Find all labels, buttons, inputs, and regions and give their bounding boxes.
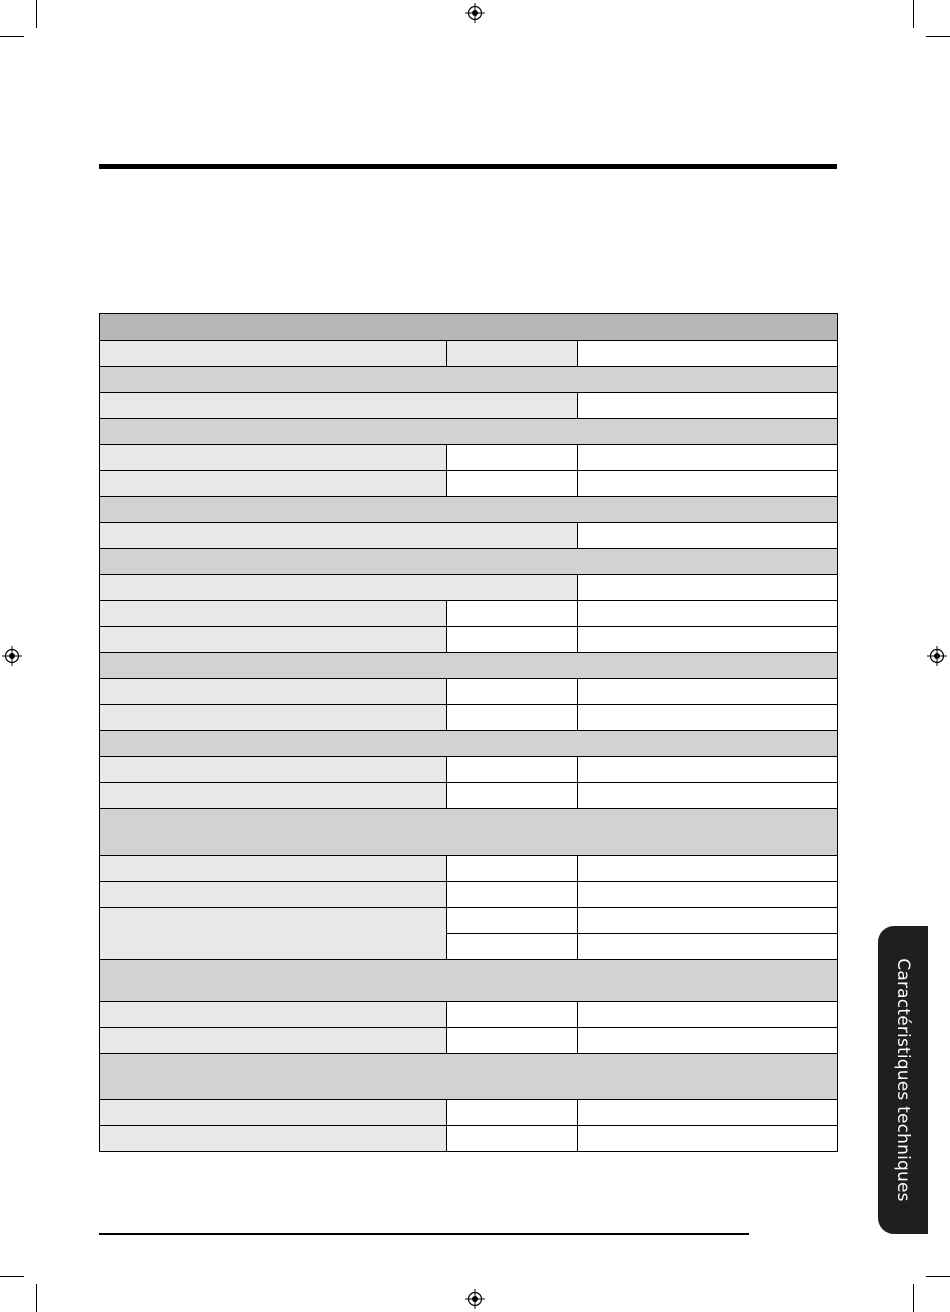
- table-cell: [578, 908, 838, 934]
- table-cell: [447, 627, 578, 653]
- table-cell: [447, 934, 578, 960]
- table-cell: [100, 960, 838, 1002]
- table-cell: [578, 934, 838, 960]
- table-cell: [447, 882, 578, 908]
- crop-mark-bottom-left-vertical: [36, 1284, 37, 1312]
- table-cell: [100, 341, 447, 367]
- table-cell: [100, 601, 447, 627]
- table-cell: [100, 1002, 447, 1028]
- table-cell: [578, 523, 838, 549]
- table-row: [100, 679, 838, 705]
- table-row-section-header: [100, 653, 838, 679]
- table-cell: [100, 809, 838, 856]
- table-row: [100, 783, 838, 809]
- table-cell: [100, 1100, 447, 1126]
- table-cell: [100, 783, 447, 809]
- table-row-section-header: [100, 809, 838, 856]
- table-cell: [100, 497, 838, 523]
- table-cell: [578, 1126, 838, 1152]
- table-cell: [447, 1002, 578, 1028]
- table-row: [100, 1126, 838, 1152]
- table-cell: [100, 1028, 447, 1054]
- crop-mark-top-right-horizontal: [926, 36, 950, 37]
- table-row: [100, 627, 838, 653]
- table-row-section-header: [100, 419, 838, 445]
- crop-mark-bottom-left-horizontal: [0, 1276, 24, 1277]
- table-cell: [100, 705, 447, 731]
- table-cell: [447, 705, 578, 731]
- registration-mark-icon: [927, 646, 947, 666]
- table-cell: [447, 1126, 578, 1152]
- table-cell: [100, 679, 447, 705]
- table-cell: [100, 393, 578, 419]
- chapter-side-tab-label: Caractéristiques techniques: [893, 958, 913, 1202]
- table-cell: [100, 757, 447, 783]
- table-row-section-header: [100, 1054, 838, 1100]
- table-row: [100, 705, 838, 731]
- section-heading-rule: [99, 164, 837, 169]
- table-cell: [578, 471, 838, 497]
- table-row: [100, 523, 838, 549]
- table-row: [100, 341, 838, 367]
- table-cell: [100, 908, 447, 960]
- table-cell: [447, 856, 578, 882]
- table-cell: [578, 882, 838, 908]
- table-row-main-header: [100, 314, 838, 341]
- table-cell: [447, 1028, 578, 1054]
- table-row: [100, 1002, 838, 1028]
- chapter-side-tab: [878, 926, 928, 1234]
- registration-mark-icon: [465, 1289, 485, 1309]
- table-row: [100, 1028, 838, 1054]
- crop-mark-top-left-vertical: [36, 0, 37, 28]
- table-cell: [578, 627, 838, 653]
- table-cell: [578, 1100, 838, 1126]
- table-row: [100, 445, 838, 471]
- crop-mark-bottom-right-vertical: [913, 1284, 914, 1312]
- table-cell: [447, 679, 578, 705]
- table-row: [100, 601, 838, 627]
- table-cell: [100, 1054, 838, 1100]
- table-cell: [447, 601, 578, 627]
- table-cell: [100, 419, 838, 445]
- table-cell: [447, 1100, 578, 1126]
- table-cell: [100, 471, 447, 497]
- table-cell: [578, 575, 838, 601]
- footer-rule: [99, 1233, 749, 1235]
- table-cell: [578, 705, 838, 731]
- table-cell: [578, 679, 838, 705]
- table-cell: [100, 653, 838, 679]
- table-row-section-header: [100, 960, 838, 1002]
- crop-mark-bottom-right-horizontal: [926, 1276, 950, 1277]
- registration-mark-icon: [2, 646, 22, 666]
- table-cell: [578, 393, 838, 419]
- table-cell: [100, 367, 838, 393]
- table-cell: [100, 523, 578, 549]
- table-row: [100, 757, 838, 783]
- table-row-section-header: [100, 367, 838, 393]
- table-cell: [100, 731, 838, 757]
- table-cell: [578, 341, 838, 367]
- table-cell: [447, 757, 578, 783]
- table-row-section-header: [100, 549, 838, 575]
- table-cell: [578, 856, 838, 882]
- table-cell: [578, 757, 838, 783]
- table-cell: [100, 314, 838, 341]
- registration-mark-icon: [465, 3, 485, 23]
- table-row-section-header: [100, 497, 838, 523]
- table-cell: [100, 1126, 447, 1152]
- table-row: [100, 882, 838, 908]
- table-cell: [100, 549, 838, 575]
- specifications-table: [99, 313, 838, 1152]
- crop-mark-top-right-vertical: [913, 0, 914, 28]
- table-cell: [578, 1028, 838, 1054]
- table-row: [100, 856, 838, 882]
- table-row: [100, 471, 838, 497]
- table-cell: [578, 601, 838, 627]
- crop-mark-top-left-horizontal: [0, 36, 24, 37]
- table-row: [100, 908, 838, 934]
- table-cell: [447, 908, 578, 934]
- table-cell: [100, 575, 578, 601]
- table-cell: [447, 471, 578, 497]
- table-cell: [100, 882, 447, 908]
- table-cell: [578, 445, 838, 471]
- table-row-section-header: [100, 731, 838, 757]
- table-row: [100, 575, 838, 601]
- table-row: [100, 393, 838, 419]
- table-cell: [100, 445, 447, 471]
- table-cell: [447, 445, 578, 471]
- table-cell: [447, 341, 578, 367]
- table-cell: [578, 1002, 838, 1028]
- table-cell: [100, 627, 447, 653]
- table-cell: [100, 856, 447, 882]
- table-row: [100, 1100, 838, 1126]
- table-cell: [447, 783, 578, 809]
- table-cell: [578, 783, 838, 809]
